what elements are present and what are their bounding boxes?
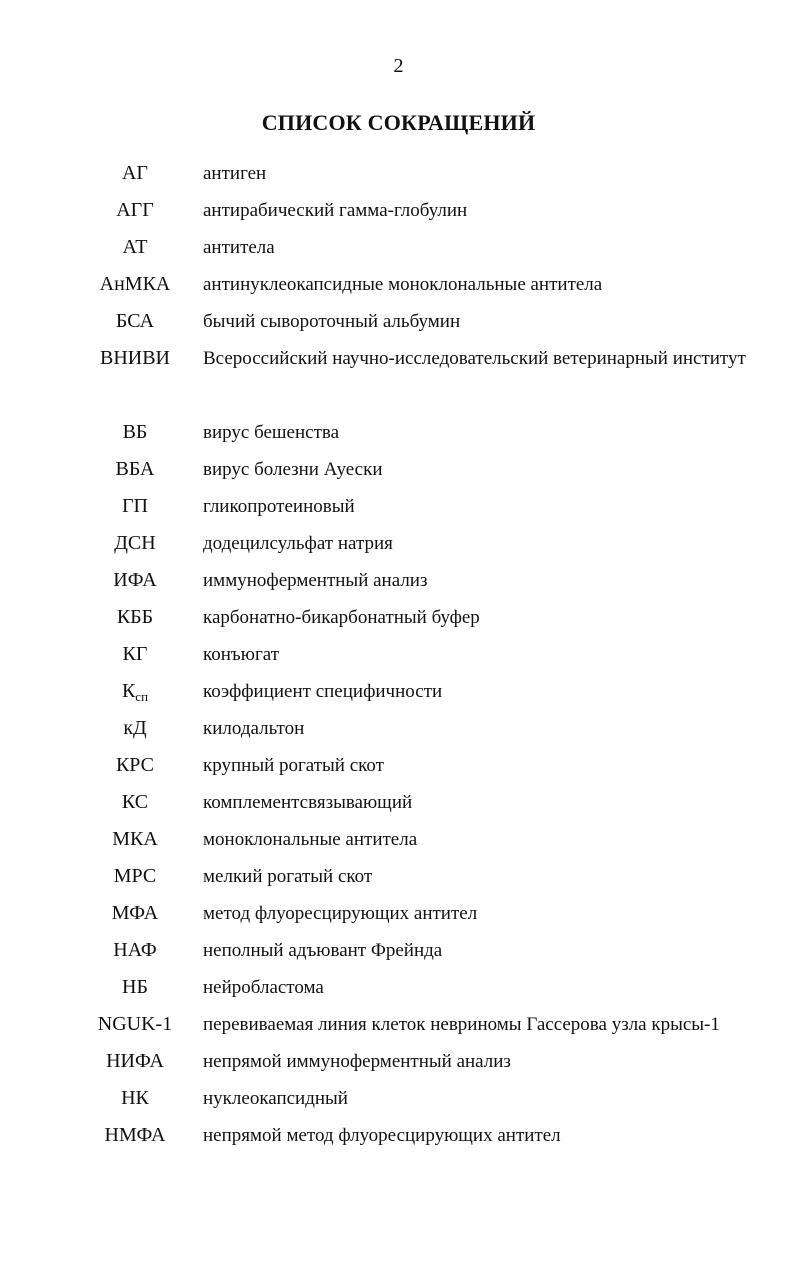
definition: антиген [203,163,267,184]
abbreviation: БСА [115,310,155,332]
abbreviation: НБ [122,976,148,998]
abbreviation: КРС [115,754,155,776]
abbreviation: АГ [121,162,148,184]
list-item [0,155,797,192]
definition: непрямой метод флуоресцирующих антител [203,1125,561,1146]
list-item [0,340,797,414]
abbreviation-subscript: сп [135,689,149,704]
definition: антитела [203,237,275,258]
definition: антинуклеокапсидные моноклональные антитела [203,274,603,295]
abbreviation: НК [121,1087,149,1109]
abbreviation: ИФА [113,569,157,591]
definition: карбонатно-бикарбонатный буфер [203,607,480,628]
definition: вирус болезни Ауески [203,459,383,480]
definition: метод флуоресцирующих антител [203,903,478,924]
abbreviation: КГ [122,643,148,665]
definition: вирус бешенства [203,422,340,443]
definition: иммуноферментный анализ [203,570,428,591]
definition: нейробластома [203,977,324,998]
abbreviation: ГП [121,495,148,517]
list-item [0,858,797,895]
list-item [0,969,797,1006]
abbreviation [60,679,210,709]
definition: крупный рогатый скот [203,755,384,776]
abbreviation: NGUK-1 [97,1013,173,1035]
abbreviation-list [0,155,797,1154]
abbreviation: ВБА [115,458,155,480]
abbreviation: ДСН [114,532,156,554]
list-item [0,784,797,821]
list-item [0,673,797,710]
abbreviation: КС [121,791,149,813]
abbreviation: ВБ [122,421,148,443]
definition: моноклональные антитела [203,829,418,850]
abbreviation: НИФА [106,1050,164,1072]
definition: килодальтон [203,718,305,739]
list-item [0,821,797,858]
definition: гликопротеиновый [203,496,355,517]
list-item [0,1006,797,1043]
abbreviation: кД [123,717,147,739]
list-item [0,266,797,303]
definition: мелкий рогатый скот [203,866,373,887]
list-item [0,525,797,562]
definition: додецилсульфат натрия [203,533,393,554]
list-item [0,488,797,525]
list-item [0,414,797,451]
list-item [0,1117,797,1154]
definition: бычий сывороточный альбумин [203,311,461,332]
list-item [0,1043,797,1080]
definition: нуклеокапсидный [203,1088,348,1109]
abbreviation: ВНИВИ [99,347,170,369]
abbreviation-base: К [121,680,136,702]
definition: коэффициент специфичности [203,681,443,702]
definition: антирабический гамма-глобулин [203,200,468,221]
abbreviation: АнМКА [99,273,171,295]
page-number: 2 [393,55,404,77]
list-item [0,895,797,932]
list-item [0,229,797,266]
abbreviation: НМФА [104,1124,166,1146]
list-item [0,192,797,229]
definition: комплементсвязывающий [203,792,413,813]
list-item [0,303,797,340]
abbreviation: КББ [116,606,154,628]
list-item [0,932,797,969]
list-item [0,1080,797,1117]
list-item [0,710,797,747]
abbreviation: НАФ [113,939,157,961]
definition: неполный адъювант Фрейнда [203,940,443,961]
abbreviation: АГГ [116,199,154,221]
list-item [0,451,797,488]
abbreviation: МФА [111,902,159,924]
definition: конъюгат [203,644,279,665]
abbreviation: МКА [112,828,158,850]
definition: Всероссийский научно-исследовательский ветеринарный институт [203,348,746,369]
definition: перевиваемая линия клеток невриномы Гассерова узла крысы-1 [203,1014,720,1035]
list-item [0,747,797,784]
page-title: СПИСОК СОКРАЩЕНИЙ [261,110,536,135]
list-item [0,636,797,673]
list-item [0,562,797,599]
definition: непрямой иммуноферментный анализ [203,1051,511,1072]
abbreviation: АТ [122,236,148,258]
list-item [0,599,797,636]
abbreviation: МРС [113,865,157,887]
